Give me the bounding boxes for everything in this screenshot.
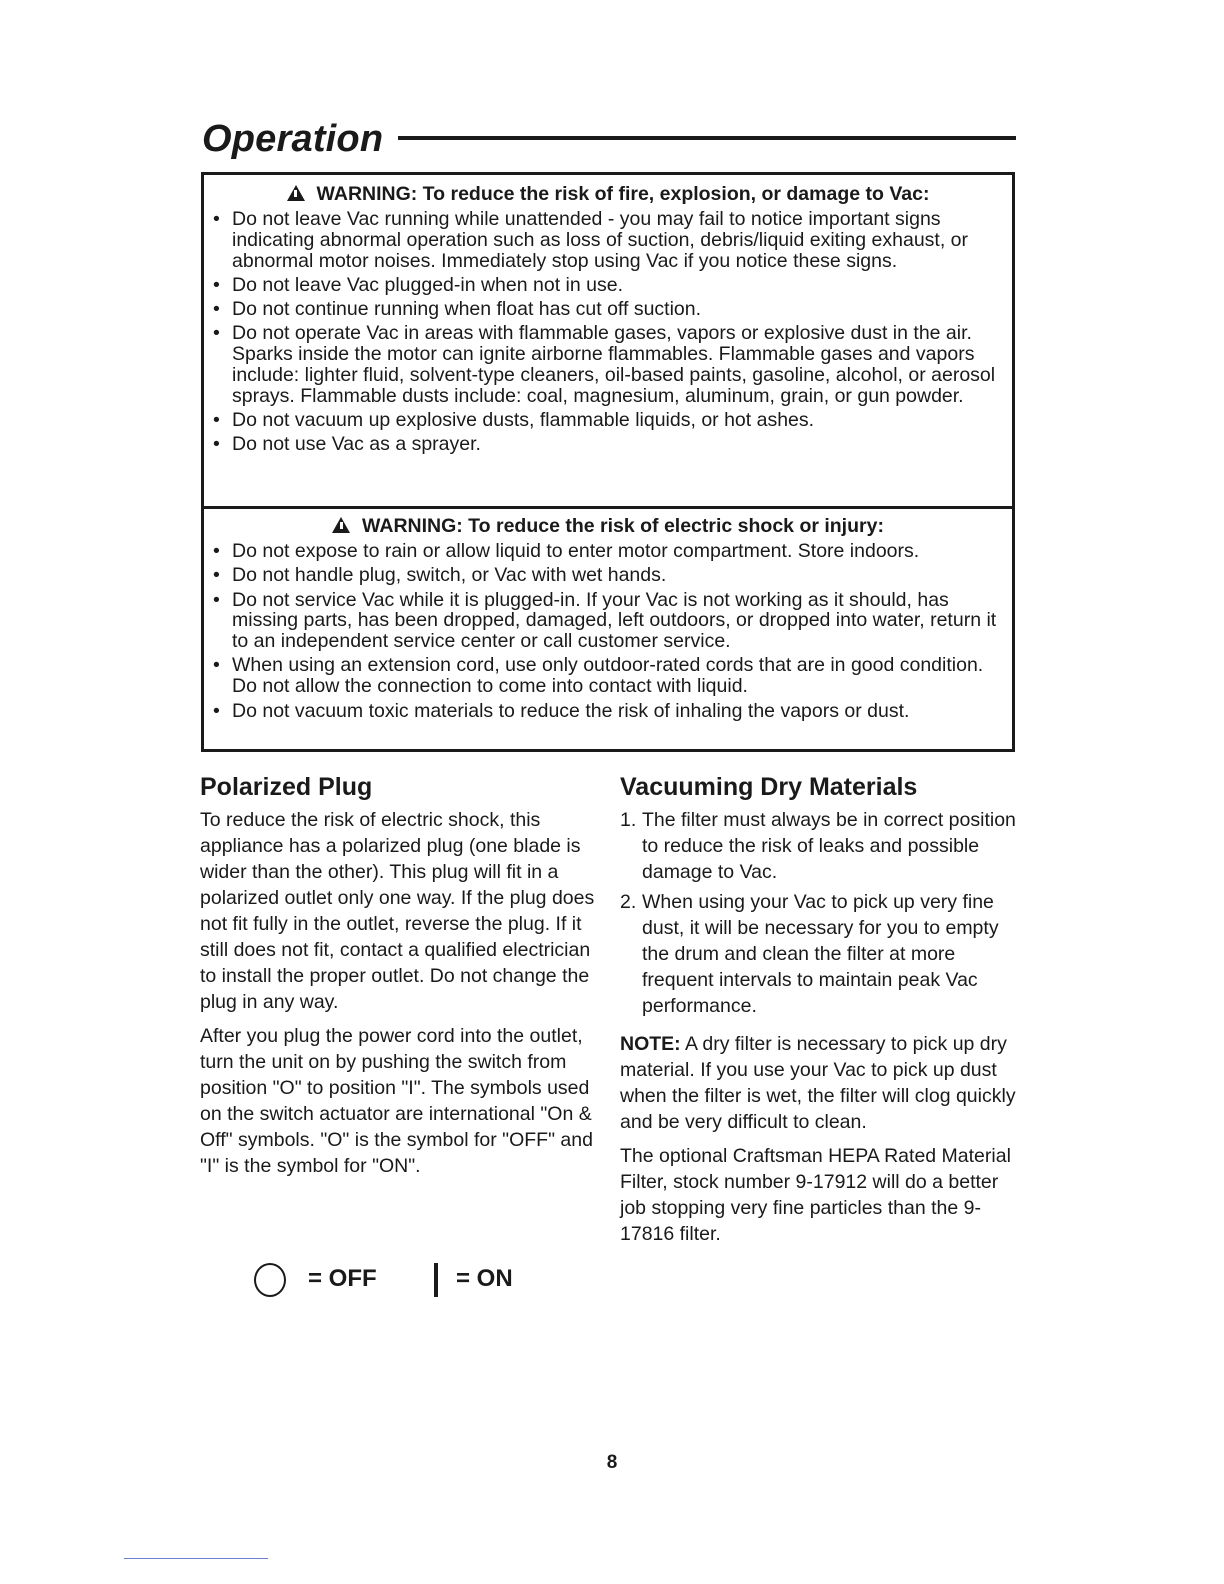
- dry-materials-steps: [620, 807, 1020, 1019]
- list-item-text: Do not leave Vac running while unattended - you may fail to notice important signs indicating abnormal operation such as loss of suction, debris/liquid exiting exhaust, or abnormal motor noises. Immediately stop using Vac if you notice these signs.: [232, 208, 969, 272]
- shock-warning-heading-text: WARNING: To reduce the risk of electric shock or injury:: [362, 515, 884, 537]
- list-item-text: Do not handle plug, switch, or Vac with wet hands.: [232, 564, 667, 587]
- fire-warning-heading-text: WARNING: To reduce the risk of fire, explosion, or damage to Vac:: [316, 183, 930, 205]
- list-item: [213, 298, 1002, 321]
- list-item: [620, 807, 1020, 885]
- bullet-icon: •: [213, 540, 220, 562]
- bullet-icon: •: [213, 322, 220, 345]
- step-text: The filter must always be in correct position to reduce the risk of leaks and possible damage to Vac.: [642, 809, 1016, 883]
- bullet-icon: •: [213, 298, 220, 321]
- off-label: = OFF: [308, 1265, 377, 1292]
- shock-warning-list: [204, 541, 1012, 721]
- polarized-plug-section: [200, 770, 600, 1187]
- bullet-icon: •: [213, 588, 220, 611]
- list-item-text: Do not vacuum toxic materials to reduce the risk of inhaling the vapors or dust.: [232, 699, 910, 722]
- note-text: A dry filter is necessary to pick up dry material. If you use your Vac to pick up dust when the filter is wet, the filter will clog quickly and be very difficult to clean.: [620, 1033, 1016, 1133]
- fire-warning-section: [204, 175, 1012, 507]
- list-item-text: Do not continue running when float has cut off suction.: [232, 298, 702, 321]
- shock-warning-heading: [204, 514, 1012, 538]
- list-item: [213, 273, 1002, 296]
- list-item: [213, 409, 1002, 432]
- off-symbol-icon: [254, 1263, 286, 1297]
- switch-paragraph: After you plug the power cord into the outlet, turn the unit on by pushing the switch from position "O" to position "I". The symbols used on the switch actuator are international "On & Off" symbols. "O" is the symbol for "OFF" and "I" is the symbol for "ON".: [200, 1025, 593, 1177]
- list-item-text: Do not operate Vac in areas with flammable gases, vapors or explosive dust in the air. Sparks inside the motor can ignite airborne flammables. Flammable gases and vapors include: lighter fluid, solvent-type cleaners, oil-based paints, gasoline, alcohol, or aerosol sprays. Flammable dusts include: coal, magnesium, aluminum, grain, or gun powder.: [232, 322, 996, 407]
- list-item: [213, 540, 1002, 562]
- page-title: Operation: [202, 118, 384, 160]
- note-paragraph: [620, 1031, 1020, 1135]
- fire-warning-list: [204, 209, 1012, 455]
- polarized-plug-heading: Polarized Plug: [200, 773, 373, 801]
- page-header: [202, 116, 1016, 164]
- bullet-icon: •: [213, 433, 220, 456]
- title-rule: [398, 136, 1016, 140]
- polarized-plug-paragraph: To reduce the risk of electric shock, this appliance has a polarized plug (one blade is wider than the other). This plug will fit in a polarized outlet only one way. If the plug does not fit fully in the outlet, reverse the plug. If it still does not fit, contact a qualified electrician to install the proper outlet. Do not change the plug in any way.: [200, 809, 595, 1013]
- step-text: When using your Vac to pick up very fine dust, it will be necessary for you to empty the drum and clean the filter at more frequent intervals to maintain peak Vac performance.: [642, 891, 999, 1017]
- switch-symbols: [254, 1260, 554, 1300]
- footer-line: [124, 1558, 268, 1559]
- list-item-text: Do not vacuum up explosive dusts, flammable liquids, or hot ashes.: [232, 409, 815, 432]
- bullet-icon: •: [213, 564, 220, 587]
- step-number: 1.: [620, 809, 637, 831]
- bullet-icon: •: [213, 273, 220, 296]
- bullet-icon: •: [213, 699, 220, 722]
- list-item: [213, 588, 1002, 653]
- list-item: [213, 654, 1002, 698]
- bullet-icon: •: [213, 208, 220, 230]
- dry-materials-section: [620, 770, 1020, 1255]
- warning-triangle-icon: [287, 185, 305, 201]
- list-item-text: Do not service Vac while it is plugged-in. If your Vac is not working as it should, has missing parts, has been dropped, damaged, left outdoors, or dropped into water, return it to an independent service center or call customer service.: [232, 588, 997, 653]
- on-symbol-icon: [434, 1263, 438, 1297]
- bullet-icon: •: [213, 654, 220, 677]
- fire-warning-heading: [204, 182, 1012, 206]
- list-item: [213, 433, 1002, 456]
- list-item-text: Do not leave Vac plugged-in when not in use.: [232, 273, 623, 296]
- list-item: [620, 889, 1020, 1019]
- note-label: NOTE:: [620, 1033, 681, 1055]
- warning-box: [201, 172, 1015, 752]
- list-item: [213, 699, 1002, 722]
- list-item: [213, 322, 1002, 407]
- on-label: = ON: [456, 1265, 513, 1292]
- page-number: 8: [606, 1452, 618, 1473]
- list-item-text: Do not use Vac as a sprayer.: [232, 433, 481, 456]
- list-item-text: When using an extension cord, use only outdoor-rated cords that are in good condition. Do not allow the connection to come into contact with liquid.: [232, 654, 984, 698]
- list-item-text: Do not expose to rain or allow liquid to enter motor compartment. Store indoors.: [232, 540, 920, 562]
- warning-triangle-icon: [332, 517, 350, 533]
- hepa-paragraph: The optional Craftsman HEPA Rated Material Filter, stock number 9-17912 will do a better job stopping very fine particles than the 9-17816 filter.: [620, 1145, 1011, 1245]
- list-item: [213, 564, 1002, 587]
- dry-materials-heading: Vacuuming Dry Materials: [620, 773, 918, 801]
- shock-warning-section: [204, 507, 1012, 749]
- step-number: 2.: [620, 891, 637, 913]
- list-item: [213, 208, 1002, 272]
- bullet-icon: •: [213, 409, 220, 432]
